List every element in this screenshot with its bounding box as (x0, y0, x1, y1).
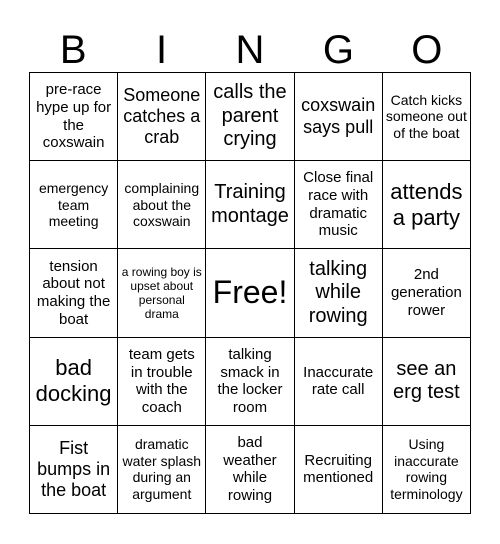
cell-text: complaining about the coxswain (124, 180, 200, 230)
bingo-cell[interactable] (206, 161, 294, 249)
bingo-cell[interactable] (295, 249, 383, 337)
cell-text: 2nd generation rower (390, 266, 462, 319)
bingo-cell[interactable] (30, 338, 118, 426)
cell-text: attends a party (390, 178, 463, 230)
bingo-cell[interactable] (295, 426, 383, 514)
header-letter-b: B (59, 28, 87, 72)
cell-text: Catch kicks someone out of the boat (385, 91, 467, 141)
cell-text: bad weather while rowing (223, 434, 277, 505)
bingo-cell[interactable] (30, 161, 118, 249)
cell-text: Recruiting mentioned (303, 451, 374, 487)
bingo-cell[interactable] (206, 338, 294, 426)
bingo-cell[interactable] (30, 249, 118, 337)
bingo-board (29, 72, 471, 514)
bingo-cell[interactable] (118, 73, 206, 161)
header-letter-i: I (156, 28, 168, 72)
cell-text: Inaccurate rate call (303, 363, 374, 399)
cell-text: talking while rowing (308, 257, 368, 327)
header-letter-n: N (235, 28, 265, 72)
cell-text: Free! (212, 274, 288, 311)
bingo-cell[interactable] (383, 161, 471, 249)
bingo-cell[interactable] (295, 338, 383, 426)
bingo-cell[interactable] (30, 73, 118, 161)
free-space[interactable] (206, 249, 294, 337)
cell-text: dramatic water splash during an argument (122, 436, 202, 502)
bingo-cell[interactable] (295, 73, 383, 161)
cell-text: see an erg test (393, 357, 460, 404)
cell-text: bad docking (35, 355, 112, 407)
cell-text: team gets in trouble with the coach (128, 345, 195, 416)
cell-text: Close final race with dramatic music (303, 169, 374, 240)
bingo-cell[interactable] (383, 249, 471, 337)
cell-text: talking smack in the locker room (217, 345, 283, 416)
cell-text: coxswain says pull (301, 95, 376, 137)
cell-text: tension about not making the boat (36, 257, 111, 328)
cell-text: Fist bumps in the boat (37, 437, 111, 500)
cell-text: Using inaccurate rowing terminology (390, 436, 463, 502)
cell-text: calls the parent crying (213, 81, 287, 151)
header-letter-g: G (322, 28, 354, 72)
bingo-cell[interactable] (206, 426, 294, 514)
bingo-cell[interactable] (30, 426, 118, 514)
bingo-cell[interactable] (383, 73, 471, 161)
cell-text: Someone catches a crab (123, 84, 201, 148)
cell-text: Training montage (211, 181, 289, 227)
cell-text: pre-race hype up for the coxswain (36, 81, 112, 152)
bingo-cell[interactable] (383, 338, 471, 426)
bingo-cell[interactable] (295, 161, 383, 249)
bingo-cell[interactable] (118, 249, 206, 337)
cell-text: a rowing boy is upset about personal drama (121, 264, 202, 322)
bingo-cell[interactable] (118, 426, 206, 514)
bingo-header (29, 28, 471, 72)
bingo-cell[interactable] (118, 338, 206, 426)
bingo-cell[interactable] (206, 73, 294, 161)
bingo-cell[interactable] (383, 426, 471, 514)
bingo-cell[interactable] (118, 161, 206, 249)
header-letter-o: O (411, 28, 443, 72)
cell-text: emergency team meeting (38, 180, 109, 230)
